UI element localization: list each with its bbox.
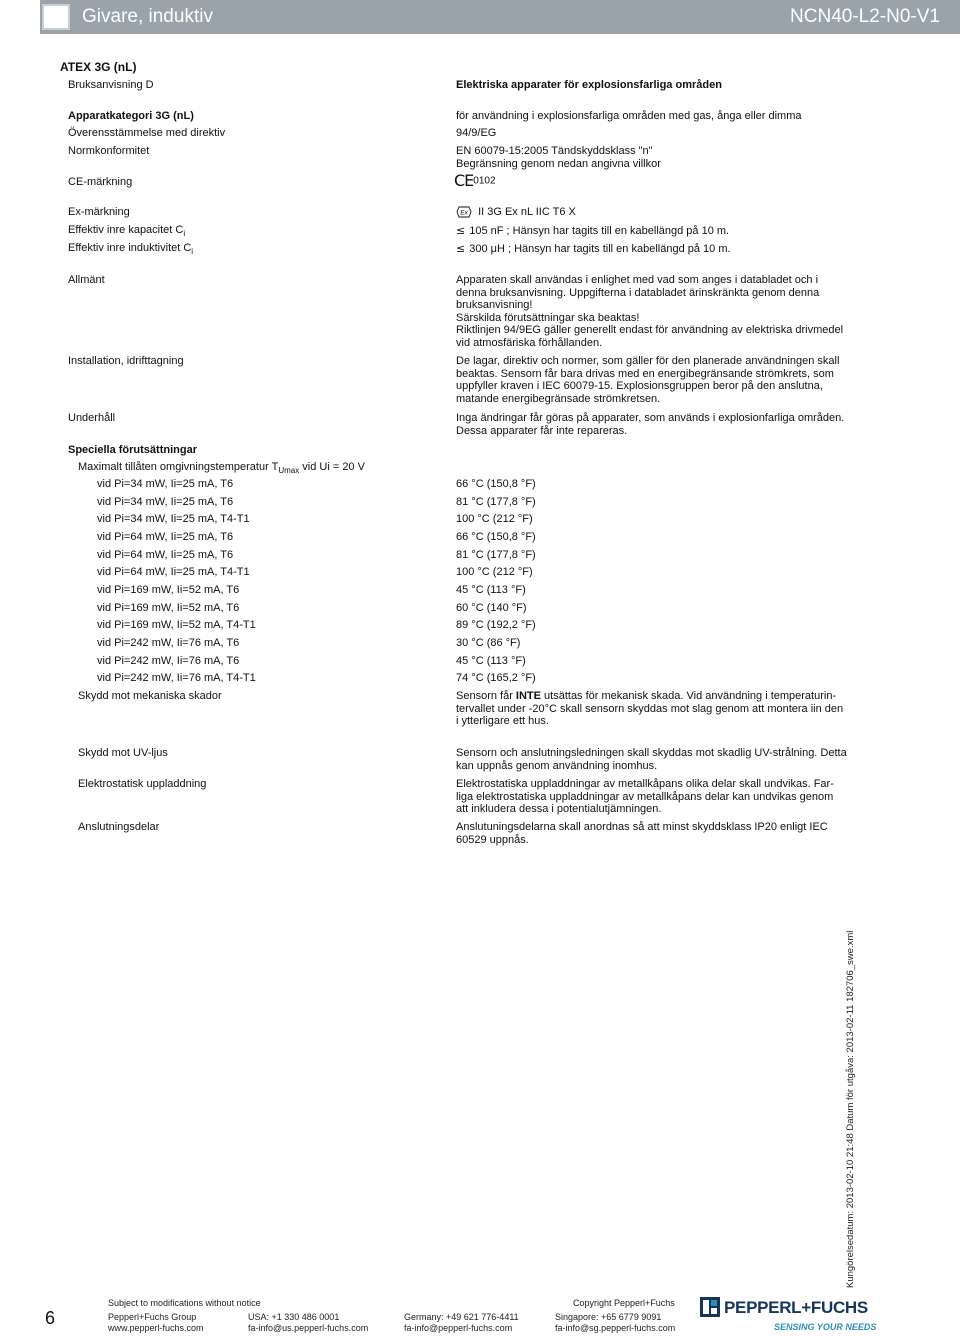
text-line: i ytterligare ett hus. xyxy=(456,715,549,728)
temp-label xyxy=(78,461,365,477)
page-number: 6 xyxy=(45,1308,56,1328)
connection-label: Anslutningsdelar xyxy=(78,821,160,833)
section-title: ATEX 3G (nL) xyxy=(60,60,137,74)
text-line: att inkludera dessa i potentialutjämningen. xyxy=(456,803,662,816)
condition-value: 74 °C (165,2 °F) xyxy=(456,672,536,684)
condition-value: 60 °C (140 °F) xyxy=(456,602,527,614)
inductance-label xyxy=(68,242,193,258)
uv-label: Skydd mot UV-ljus xyxy=(78,747,168,759)
temp-subscript: Umax xyxy=(278,466,300,476)
spec-value: EN 60079-15:2005 Tändskyddsklass "n" xyxy=(456,145,653,157)
text-line: tervallet under -20°C skall sensorn skyddas mot slag genom att montera iin den xyxy=(456,702,844,715)
condition-row: vid Pi=169 mW, Ii=52 mA, T6 xyxy=(97,584,240,596)
spec-label: Ex-märkning xyxy=(68,206,130,218)
condition-value: 45 °C (113 °F) xyxy=(456,584,526,596)
footer-notice: Subject to modifications without notice xyxy=(108,1298,261,1308)
footer-sg-phone: Singapore: +65 6779 9091 xyxy=(555,1312,662,1322)
footer-usa-phone: USA: +1 330 486 0001 xyxy=(248,1312,340,1322)
text-line: Sensorn och anslutningsledningen skall skyddas mot skadlig UV-strålning. Detta xyxy=(456,747,847,759)
text-line: Särskilda förutsättningar ska beaktas! xyxy=(456,311,640,324)
company-logo-text: PEPPERL+FUCHS xyxy=(724,1298,868,1317)
right-heading: Elektriska apparater för explosionsfarliga områden xyxy=(456,79,722,91)
capacitance-label xyxy=(68,224,185,240)
footer-copyright: Copyright Pepperl+Fuchs xyxy=(573,1298,675,1308)
label-subscript: i xyxy=(183,229,186,239)
condition-value: 81 °C (177,8 °F) xyxy=(456,549,536,561)
spec-value-note: Begränsning genom nedan angivna villkor xyxy=(456,158,661,170)
electrostatic-label: Elektrostatisk uppladdning xyxy=(78,778,207,790)
ce-marking xyxy=(454,171,496,190)
mechanical-label: Skydd mot mekaniska skador xyxy=(78,690,222,702)
maintenance-text xyxy=(456,412,856,437)
spec-label: Apparatkategori 3G (nL) xyxy=(68,110,194,122)
header-bar xyxy=(40,0,960,34)
text-line: beaktas. Sensorn får bara drivas med en energibegränsande strömkrets, som xyxy=(456,367,834,380)
footer-de-phone: Germany: +49 621 776-4411 xyxy=(404,1312,519,1322)
text-line: De lagar, direktiv och normer, som gäller för den planerade användningen skall xyxy=(456,355,840,367)
text-line: denna bruksanvisning. Uppgifterna i databladet ärinskränkta genom denna xyxy=(456,286,820,299)
text-line: liga elektrostatiska uppladdningar av metallkåpans delar kan undvikas genom xyxy=(456,790,834,803)
text-line: Apparaten skall användas i enlighet med vad som anges i databladet och i xyxy=(456,274,819,286)
condition-value: 30 °C (86 °F) xyxy=(456,637,521,649)
inductance-value xyxy=(456,242,731,256)
publication-note: Kungörelsedatum: 2013-02-10 21:48 Datum för utgåva: 2013-02-11 182706_swe.xml xyxy=(845,930,856,1288)
text-line: matande energibegränsade strömkretsen. xyxy=(456,392,661,405)
general-label: Allmänt xyxy=(68,274,105,286)
condition-row: vid Pi=242 mW, Ii=76 mA, T4-T1 xyxy=(97,672,256,684)
spec-value: 94/9/EG xyxy=(456,127,497,139)
text-line: bruksanvisning! xyxy=(456,299,533,312)
condition-row: vid Pi=64 mW, Ii=25 mA, T6 xyxy=(97,531,234,543)
condition-row: vid Pi=242 mW, Ii=76 mA, T6 xyxy=(97,655,240,667)
manual-label: Bruksanvisning D xyxy=(68,79,154,91)
company-tagline: SENSING YOUR NEEDS xyxy=(774,1322,877,1332)
ex-marking xyxy=(456,206,576,219)
svg-text:Ex: Ex xyxy=(460,209,468,217)
le-symbol: ≤ xyxy=(456,224,466,237)
text-line: Dessa apparater får inte repareras. xyxy=(456,424,628,437)
installation-text xyxy=(456,355,856,405)
le-symbol: ≤ xyxy=(456,242,466,255)
ex-value: II 3G Ex nL IIC T6 X xyxy=(478,206,576,218)
label-text: Effektiv inre induktivitet C xyxy=(68,242,192,254)
condition-row: vid Pi=34 mW, Ii=25 mA, T4-T1 xyxy=(97,513,250,525)
ce-number: 0102 xyxy=(473,175,496,187)
condition-row: vid Pi=64 mW, Ii=25 mA, T4-T1 xyxy=(97,566,250,578)
electrostatic-text xyxy=(456,778,856,816)
text-part: utsättas för mekanisk skada. Vid användning i temperaturin- xyxy=(540,690,837,702)
document-title: Givare, induktiv xyxy=(82,6,213,27)
text-part: Sensorn får xyxy=(456,690,516,702)
footer-web[interactable]: www.pepperl-fuchs.com xyxy=(108,1323,204,1333)
condition-row: vid Pi=169 mW, Ii=52 mA, T6 xyxy=(97,602,240,614)
spec-label: CE-märkning xyxy=(68,176,133,188)
condition-value: 100 °C (212 °F) xyxy=(456,566,533,578)
header-square-icon xyxy=(42,4,70,30)
condition-row: vid Pi=169 mW, Ii=52 mA, T4-T1 xyxy=(97,619,256,631)
product-code: NCN40-L2-N0-V1 xyxy=(790,6,940,27)
condition-value: 100 °C (212 °F) xyxy=(456,513,533,525)
spec-label: Överensstämmelse med direktiv xyxy=(68,127,226,139)
footer-de-mail[interactable]: fa-info@pepperl-fuchs.com xyxy=(404,1323,513,1333)
ex-hexagon-icon xyxy=(456,206,472,218)
pepperl-fuchs-logo-icon xyxy=(700,1297,720,1317)
condition-value: 89 °C (192,2 °F) xyxy=(456,619,536,631)
spec-label: Normkonformitet xyxy=(68,145,150,157)
temp-suffix: vid Ui = 20 V xyxy=(299,461,365,473)
label-subscript: i xyxy=(191,247,194,257)
connection-text xyxy=(456,821,856,846)
condition-value: 66 °C (150,8 °F) xyxy=(456,478,536,490)
text-line: Elektrostatiska uppladdningar av metallkåpans olika delar skall undvikas. Far- xyxy=(456,778,834,790)
text-line: Riktlinjen 94/9EG gäller generellt endast för användning av elektriska drivmedel xyxy=(456,324,844,337)
emphasis: INTE xyxy=(515,690,541,702)
condition-row: vid Pi=64 mW, Ii=25 mA, T6 xyxy=(97,549,234,561)
condition-value: 66 °C (150,8 °F) xyxy=(456,531,536,543)
spec-value: för användning i explosionsfarliga områden med gas, ånga eller dimma xyxy=(456,110,802,122)
text-line: uppfyller kraven i IEC 60079-15. Explosionsgruppen beror på den anslutna, xyxy=(456,380,823,393)
condition-row: vid Pi=34 mW, Ii=25 mA, T6 xyxy=(97,496,234,508)
label-text: Effektiv inre kapacitet C xyxy=(68,224,184,236)
text-line: 60529 uppnås. xyxy=(456,833,529,846)
footer-group: Pepperl+Fuchs Group xyxy=(108,1312,197,1322)
condition-value: 81 °C (177,8 °F) xyxy=(456,496,536,508)
mechanical-text xyxy=(456,690,856,728)
footer-usa-mail[interactable]: fa-info@us.pepperl-fuchs.com xyxy=(248,1323,369,1333)
text-line: kan uppnås genom användning inomhus. xyxy=(456,759,658,772)
temp-label-text: Maximalt tillåten omgivningstemperatur T xyxy=(78,461,279,473)
installation-label: Installation, idrifttagning xyxy=(68,355,184,367)
text-line: vid atmosfäriska förhållanden. xyxy=(456,336,603,349)
general-text xyxy=(456,274,856,350)
value-text: 105 nF ; Hänsyn har tagits till en kabellängd på 10 m. xyxy=(469,225,730,237)
condition-row: vid Pi=242 mW, Ii=76 mA, T6 xyxy=(97,637,240,649)
special-title: Speciella förutsättningar xyxy=(68,444,197,456)
text-line: Inga ändringar får göras på apparater, som används i explosionfarliga områden. xyxy=(456,412,845,424)
capacitance-value xyxy=(456,224,729,238)
text-line xyxy=(456,690,856,703)
footer-sg-mail[interactable]: fa-info@sg.pepperl-fuchs.com xyxy=(555,1323,676,1333)
condition-row: vid Pi=34 mW, Ii=25 mA, T6 xyxy=(97,478,234,490)
maintenance-label: Underhåll xyxy=(68,412,116,424)
uv-text xyxy=(456,747,856,772)
condition-value: 45 °C (113 °F) xyxy=(456,655,526,667)
value-text: 300 μH ; Hänsyn har tagits till en kabellängd på 10 m. xyxy=(469,243,731,255)
text-line: Anslutuningsdelarna skall anordnas så att minst skyddsklass IP20 enligt IEC xyxy=(456,821,828,833)
ce-mark-icon: CE xyxy=(454,171,474,190)
